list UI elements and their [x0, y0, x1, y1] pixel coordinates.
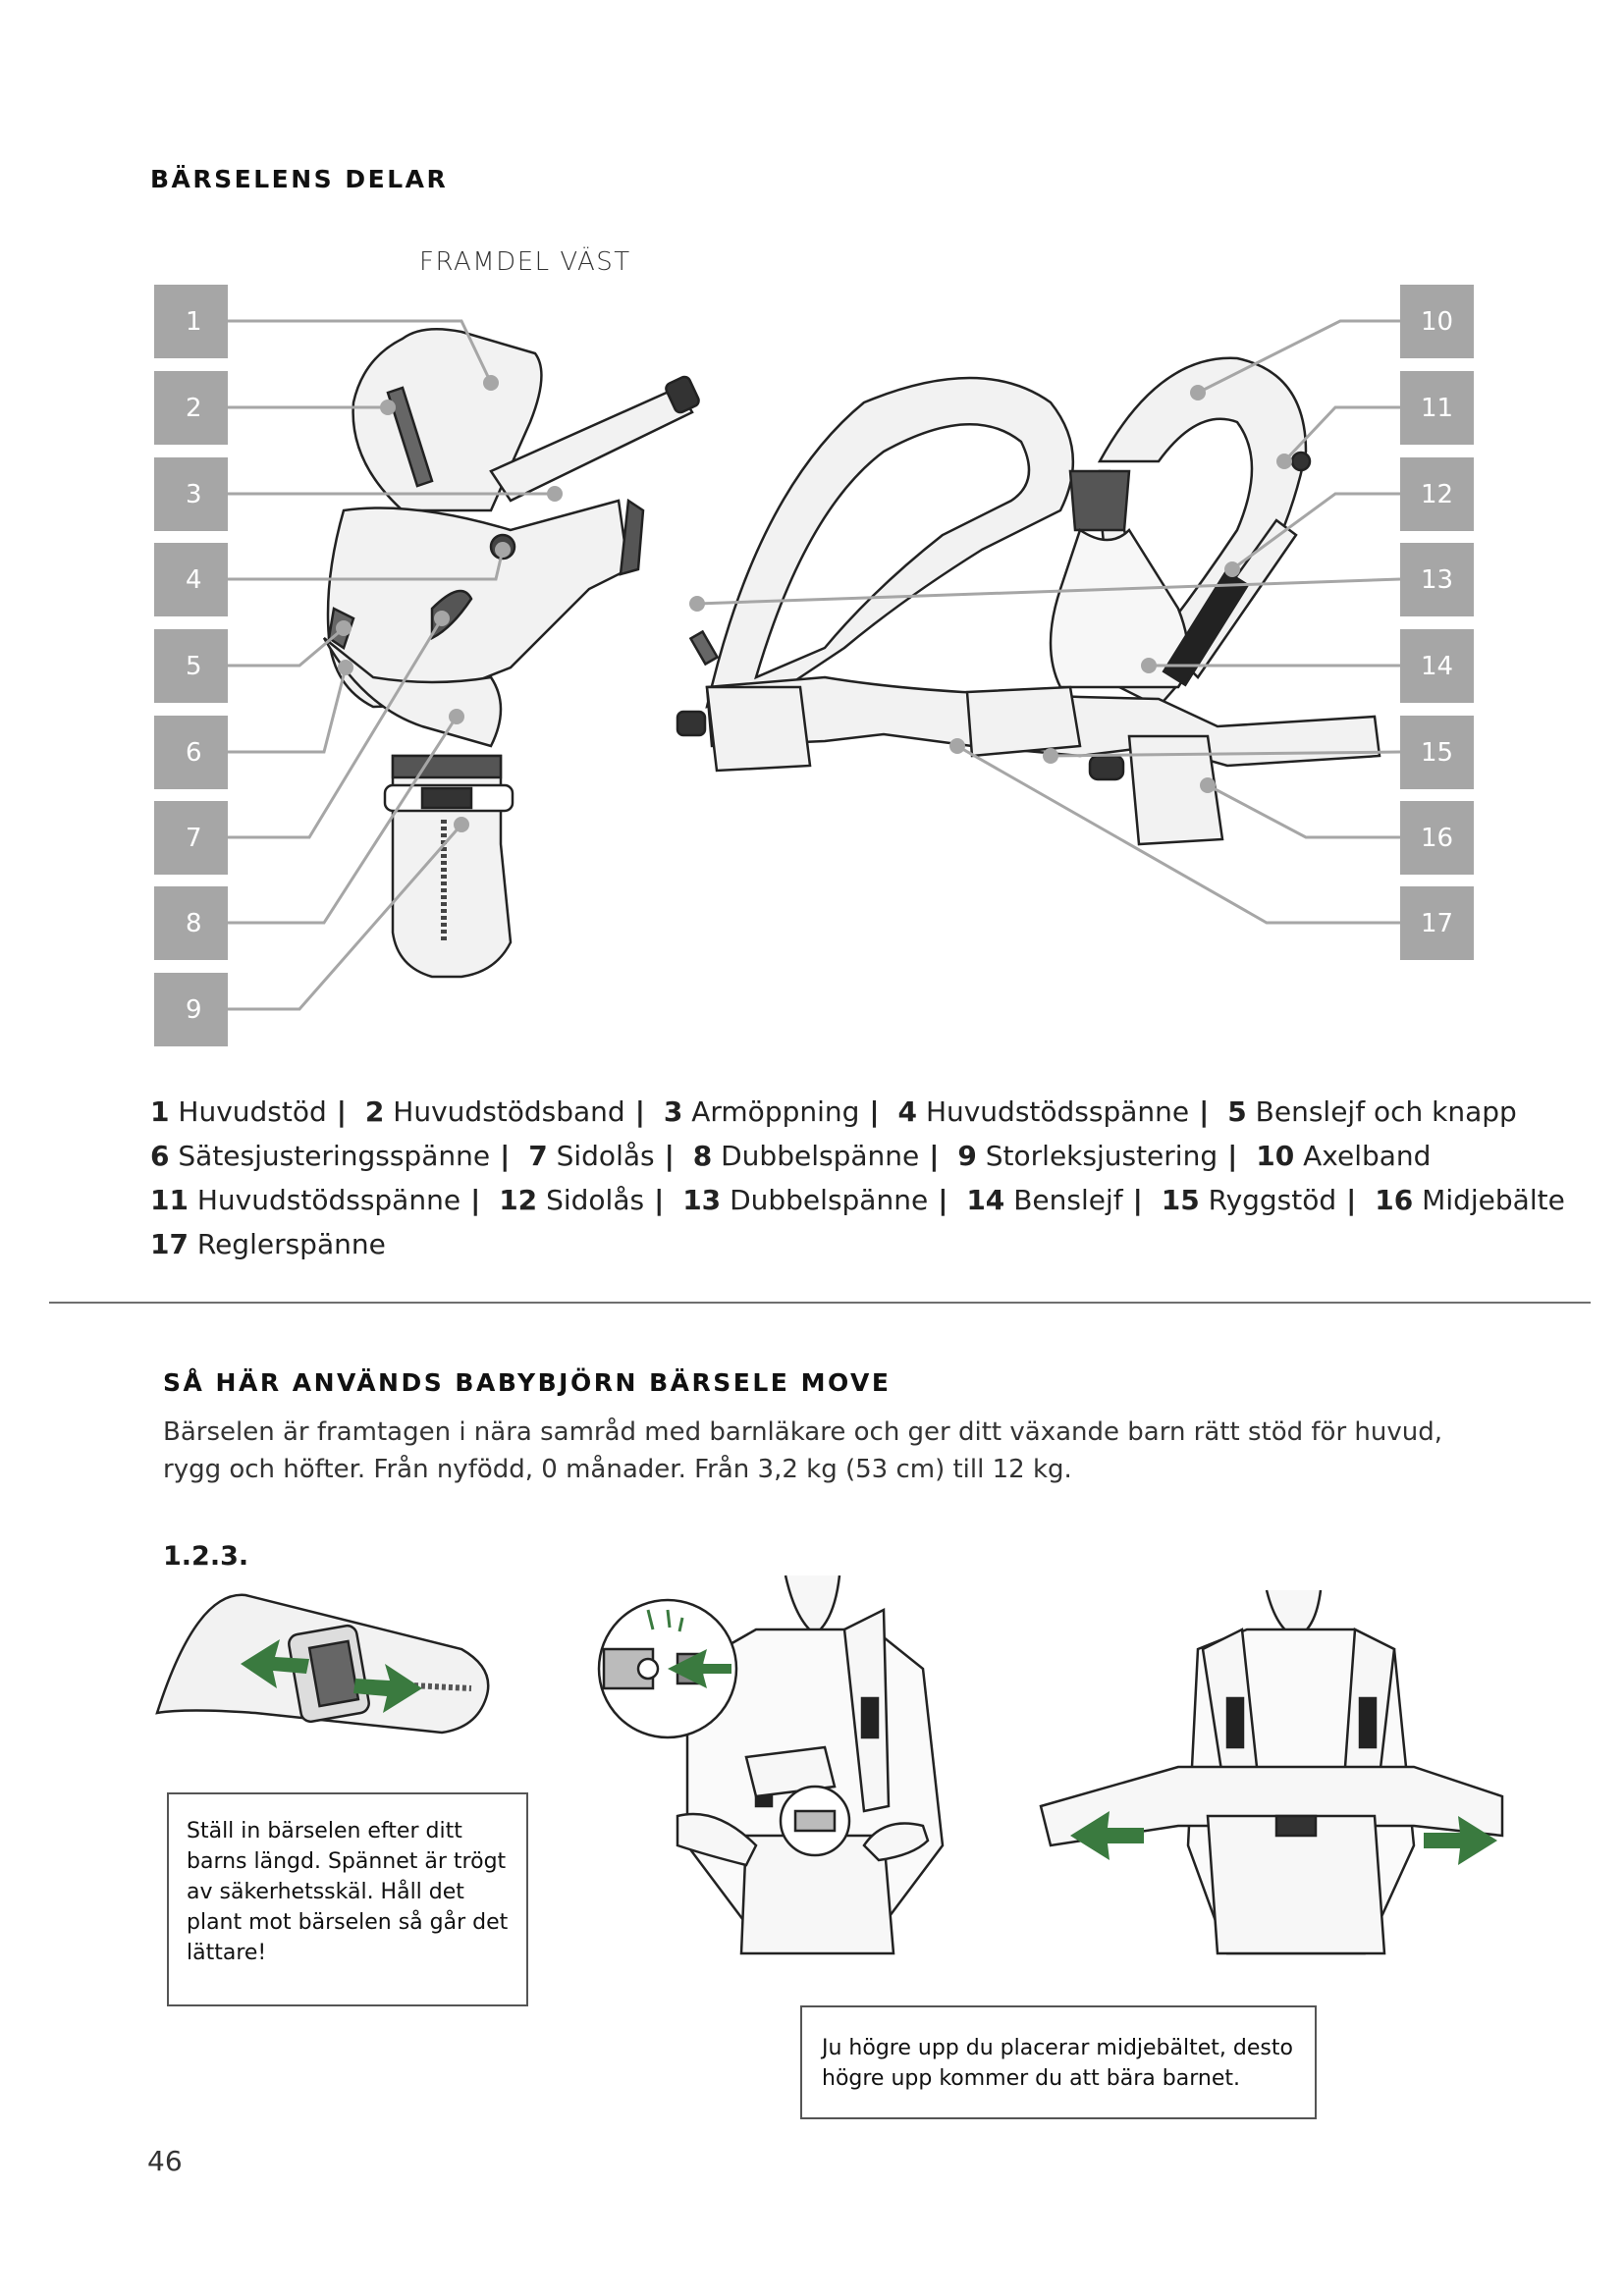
steps-label: 1.2.3.	[163, 1541, 249, 1572]
callout-number-15: 15	[1400, 716, 1474, 789]
section-divider	[49, 1302, 1591, 1304]
callout-number-10: 10	[1400, 285, 1474, 358]
carrier-parts-diagram	[0, 0, 1624, 1060]
adjust-size-illustration	[157, 1595, 488, 1733]
callout-number-4: 4	[154, 543, 228, 616]
callout-number-3: 3	[154, 457, 228, 531]
callout-number-2: 2	[154, 371, 228, 445]
callout-number-16: 16	[1400, 801, 1474, 875]
callout-number-11: 11	[1400, 371, 1474, 445]
callout-belt-height	[800, 2005, 1317, 2119]
callout-number-17: 17	[1400, 886, 1474, 960]
buckle-zoom-small	[781, 1787, 849, 1855]
tighten-belt-illustration	[1041, 1590, 1502, 1953]
section-title-parts: BÄRSELENS DELAR	[150, 165, 449, 193]
callout-belt-height-text: Ju högre upp du placerar midjebältet, desto högre upp kommer du att bära barnet.	[822, 2036, 1293, 2091]
legend-row-1: 1 Huvudstöd | 2 Huvudstödsband | 3 Armöppning | 4 Huvudstödsspänne | 5 Benslejf och knapp	[150, 1095, 1517, 1128]
callout-number-12: 12	[1400, 457, 1474, 531]
callout-number-14: 14	[1400, 629, 1474, 703]
callout-number-6: 6	[154, 716, 228, 789]
callout-number-1: 1	[154, 285, 228, 358]
usage-intro-text: Bärselen är framtagen i nära samråd med barnläkare och ger ditt växande barn rätt stöd för huvud, rygg och höfter. Från nyfödd, 0 månader. Från 3,2 kg (53 cm) till 12 kg.	[163, 1417, 1442, 1484]
callout-number-9: 9	[154, 973, 228, 1046]
legend-row-3: 11 Huvudstödsspänne | 12 Sidolås | 13 Dubbelspänne | 14 Benslejf | 15 Ryggstöd | 16 Midjebälte	[150, 1184, 1565, 1216]
page-number: 46	[147, 2145, 183, 2177]
legend-row-4: 17 Reglerspänne	[150, 1228, 386, 1260]
callout-adjust-size-text: Ställ in bärselen efter ditt barns längd. Spännet är trögt av säkerhetsskäl. Håll det plant mot bärselen så går det lättare!	[187, 1819, 509, 1965]
parts-legend	[150, 1090, 1565, 1266]
callout-number-8: 8	[154, 886, 228, 960]
callout-adjust-size	[167, 1792, 528, 2006]
callout-number-13: 13	[1400, 543, 1474, 616]
callout-number-7: 7	[154, 801, 228, 875]
legend-row-2: 6 Sätesjusteringsspänne | 7 Sidolås | 8 Dubbelspänne | 9 Storleksjustering | 10 Axelband	[150, 1140, 1432, 1172]
diagram-subtitle: FRAMDEL VÄST	[419, 247, 631, 277]
callout-number-5: 5	[154, 629, 228, 703]
section-title-usage: SÅ HÄR ANVÄNDS BABYBJÖRN BÄRSELE MOVE	[163, 1368, 892, 1397]
